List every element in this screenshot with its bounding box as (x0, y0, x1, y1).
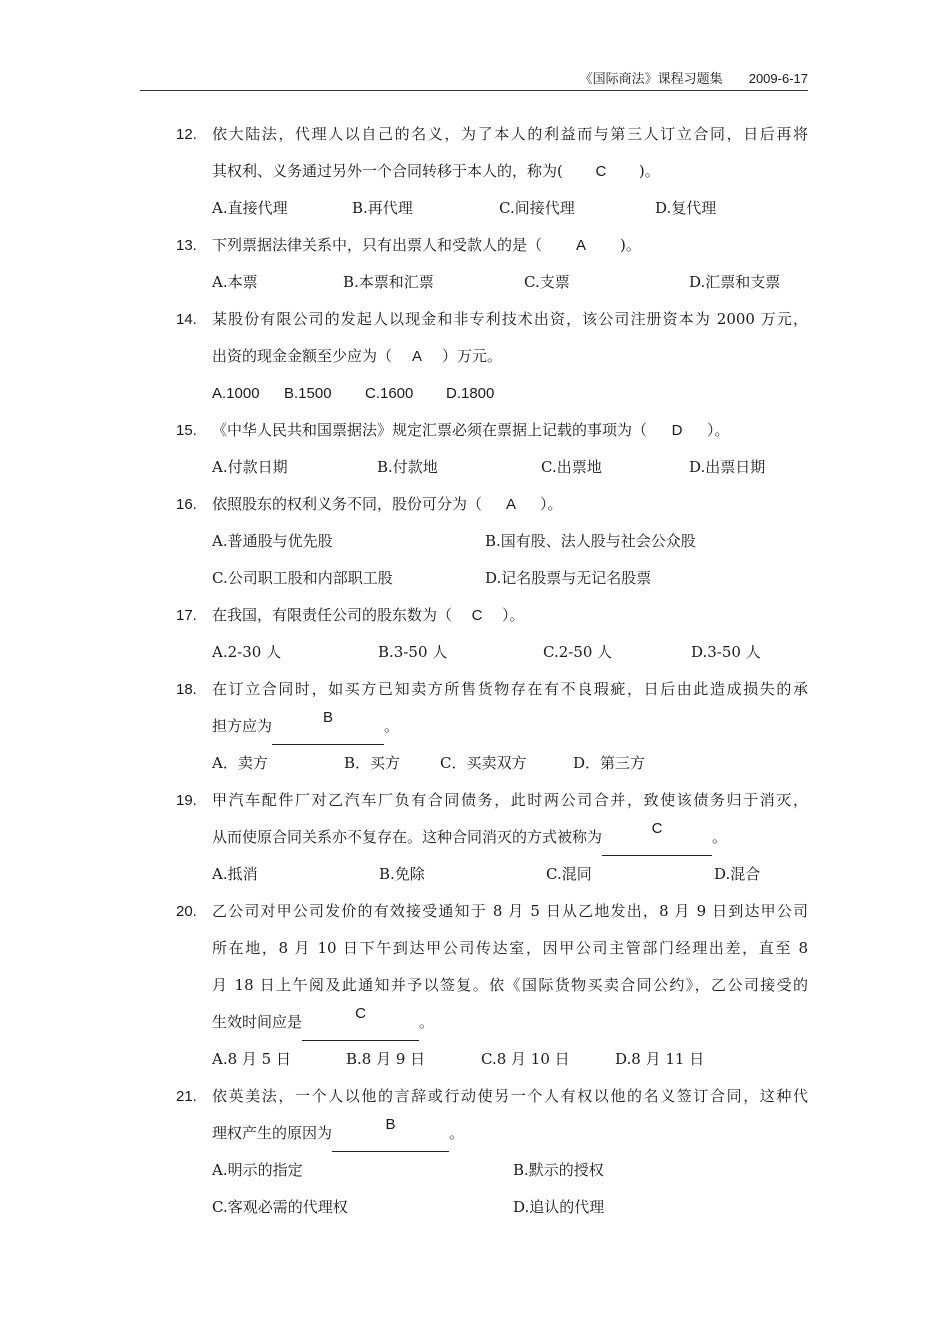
option-d: D.追认的代理 (513, 1198, 605, 1216)
question-text: 在我国，有限责任公司的股东数为（ (212, 606, 453, 624)
question-text: 月 18 日上午阅及此通知并予以签复。依《国际货物买卖合同公约》，乙公司接受的 (212, 976, 808, 994)
answer-blank: B (332, 1115, 449, 1152)
option-b: B.国有股、法人股与社会公众股 (485, 532, 696, 550)
option-b: B.付款地 (377, 458, 438, 476)
option-a: A.1000 (212, 385, 260, 402)
option-c: C.公司职工股和内部职工股 (212, 569, 393, 587)
option-d: D．第三方 (573, 754, 646, 772)
question-text: 下列票据法律关系中，只有出票人和受款人的是（ (212, 236, 543, 254)
question-text: 甲汽车配件厂对乙汽车厂负有合同债务，此时两公司合并，致使该债务归于消灭， (212, 791, 808, 809)
option-a: A.明示的指定 (212, 1161, 303, 1179)
option-d: D.出票日期 (689, 458, 766, 476)
question-number: 13. (176, 237, 197, 254)
question-text: 依大陆法，代理人以自己的名义，为了本人的利益而与第三人订立合同，日后再将 (212, 125, 808, 143)
option-a: A.普通股与优先股 (212, 532, 333, 550)
question-text: 在订立合同时，如买方已知卖方所售货物存在有不良瑕疵，日后由此造成损失的承 (212, 680, 808, 698)
question-number: 16. (176, 496, 197, 513)
question-number: 17. (176, 607, 197, 624)
question-list (176, 116, 808, 1226)
option-d: D.8 月 11 日 (615, 1050, 705, 1068)
question-18 (176, 671, 808, 782)
question-21 (176, 1078, 808, 1226)
answer-blank: C (302, 1004, 419, 1041)
question-suffix: 。 (384, 717, 400, 735)
question-text: 乙公司对甲公司发价的有效接受通知于 8 月 5 日从乙地发出，8 月 9 日到达甲公司 (212, 902, 808, 920)
option-d: D.混合 (714, 865, 761, 883)
option-c: C.支票 (524, 273, 570, 291)
question-text: 所在地，8 月 10 日下午到达甲公司传达室，因甲公司主管部门经理出差，直至 8 (212, 939, 808, 957)
option-c: C.混同 (546, 865, 592, 883)
option-b: B.3-50 人 (378, 643, 448, 661)
question-suffix: ）万元。 (442, 347, 503, 365)
answer-text: A (506, 496, 517, 513)
question-suffix: 。 (419, 1013, 435, 1031)
option-a: A.直接代理 (212, 199, 288, 217)
question-suffix: ）。 (707, 421, 730, 439)
option-c: C.客观必需的代理权 (212, 1198, 348, 1216)
question-text: 理权产生的原因为 (212, 1124, 333, 1142)
question-text: 担方应为 (212, 717, 273, 735)
question-16 (176, 486, 808, 597)
answer-blank: B (272, 708, 384, 745)
question-suffix: ）。 (502, 606, 525, 624)
answer-text: D (671, 422, 683, 439)
question-number: 21. (176, 1088, 197, 1105)
question-suffix: ）。 (540, 495, 563, 513)
option-a: A.抵消 (212, 865, 258, 883)
question-text: 出资的现金金额至少应为（ (212, 347, 393, 365)
option-b: B.本票和汇票 (343, 273, 434, 291)
question-13 (176, 227, 808, 301)
question-number: 20. (176, 903, 197, 920)
question-suffix: 。 (712, 828, 728, 846)
question-20 (176, 893, 808, 1078)
question-19 (176, 782, 808, 893)
option-b: B.1500 (284, 385, 332, 402)
option-c: C．买卖双方 (440, 754, 527, 772)
option-a: A.8 月 5 日 (212, 1050, 291, 1068)
question-15 (176, 412, 808, 486)
option-a: A.2-30 人 (212, 643, 282, 661)
option-c: C.2-50 人 (543, 643, 613, 661)
question-suffix: )。 (620, 236, 641, 254)
option-d: D.记名股票与无记名股票 (485, 569, 652, 587)
question-number: 12. (176, 126, 197, 143)
option-d: D.复代理 (655, 199, 717, 217)
option-a: A.本票 (212, 273, 258, 291)
question-suffix: 。 (449, 1124, 465, 1142)
question-number: 18. (176, 681, 197, 698)
option-c: C.1600 (365, 385, 414, 402)
answer-blank: C (602, 819, 712, 856)
option-a: A．卖方 (212, 754, 268, 772)
answer-text: C (595, 163, 607, 180)
question-text: 从而使原合同关系亦不复存在。这种合同消灭的方式被称为 (212, 828, 603, 846)
option-b: B.8 月 9 日 (346, 1050, 426, 1068)
option-d: D.1800 (446, 385, 495, 402)
question-number: 14. (176, 311, 197, 328)
option-c: C.8 月 10 日 (481, 1050, 570, 1068)
option-c: C.出票地 (541, 458, 602, 476)
question-12 (176, 116, 808, 227)
option-b: B.默示的授权 (513, 1161, 604, 1179)
header-title: 《国际商法》课程习题集 (579, 72, 723, 87)
answer-text: C (471, 607, 483, 624)
question-text: 生效时间应是 (212, 1013, 303, 1031)
question-number: 15. (176, 422, 197, 439)
option-d: D.3-50 人 (691, 643, 761, 661)
option-a: A.付款日期 (212, 458, 288, 476)
question-text: 《中华人民共和国票据法》规定汇票必须在票据上记载的事项为（ (212, 421, 648, 439)
answer-text: A (576, 237, 587, 254)
question-text: 某股份有限公司的发起人以现金和非专利技术出资，该公司注册资本为 2000 万元， (212, 310, 808, 328)
question-14 (176, 301, 808, 412)
option-c: C.间接代理 (499, 199, 575, 217)
option-b: B.再代理 (352, 199, 413, 217)
page-header (140, 70, 808, 91)
question-text: 其权利、义务通过另外一个合同转移于本人的，称为( (212, 162, 563, 180)
option-b: B.免除 (379, 865, 425, 883)
question-text: 依照股东的权利义务不同，股份可分为（ (212, 495, 483, 513)
answer-text: A (412, 348, 423, 365)
option-d: D.汇票和支票 (689, 273, 781, 291)
question-text: 依英美法，一个人以他的言辞或行动使另一个人有权以他的名义签订合同，这种代 (212, 1087, 808, 1105)
header-date: 2009-6-17 (748, 71, 808, 86)
question-suffix: )。 (638, 162, 660, 180)
question-17 (176, 597, 808, 671)
option-b: B．买方 (344, 754, 401, 772)
question-number: 19. (176, 792, 197, 809)
